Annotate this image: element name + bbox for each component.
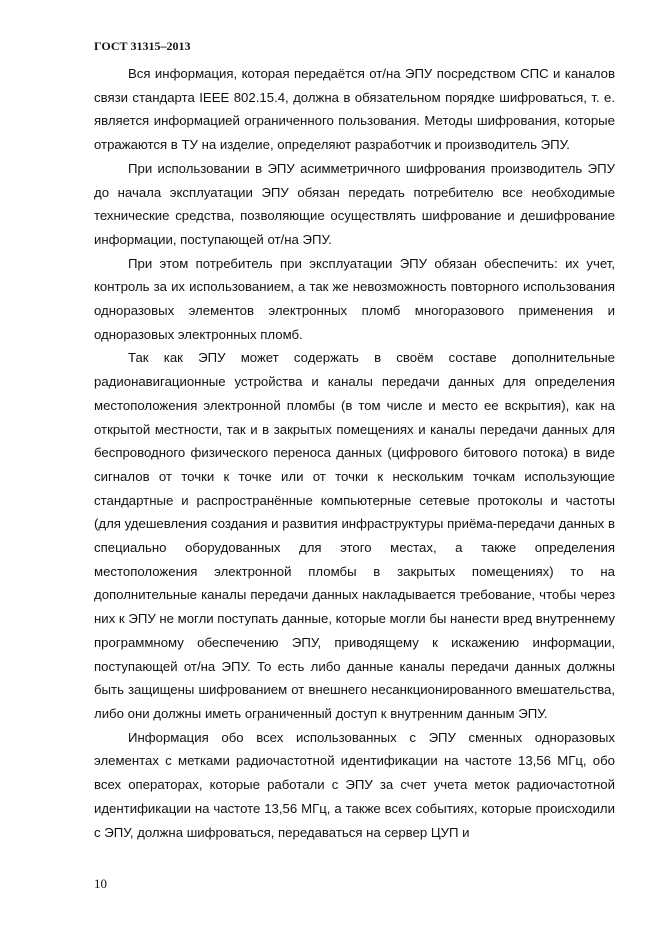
paragraph-encryption-requirement: Вся информация, которая передаётся от/на ЭПУ посредством СПС и каналов связи стандарта IEEE 802.15.4, должна в обязательном порядке шифроваться, т. е. является информацией ограниченного пользования. Методы шифрования, которые отражаются в ТУ на изделие, определяют разработчик и производитель ЭПУ. (94, 66, 615, 153)
paragraph-event-information: Информация обо всех использованных с ЭПУ сменных одноразовых элементах с метками радиочастотной идентификации на частоте 13,56 МГц, обо всех операторах, которые работали с ЭПУ за счет учета меток радиочастотной идентификации на частоте 13,56 МГц, а также всех событиях, которые происходили с ЭПУ, должна шифроваться, передаваться на сервер ЦУП и (94, 729, 615, 840)
document-body (94, 62, 615, 844)
paragraph-consumer-obligations: При этом потребитель при эксплуатации ЭПУ обязан обеспечить: их учет, контроль за их использованием, а так же невозможность повторного использования одноразовых элементов электронных пломб многоразового применения и одноразовых электронных пломб. (94, 255, 615, 342)
paragraph-additional-channels: Так как ЭПУ может содержать в своём составе дополнительные радионавигационные устройства и каналы передачи данных для определения местоположения электронной пломбы (в том числе и место ее вскрытия), как на открытой местности, так и в закрытых помещениях и каналы передачи данных для беспроводного физического переноса данных (цифрового битового потока) в виде сигналов от точки к точке или от точки к нескольким точкам использующие стандартные и распространённые компьютерные сетевые протоколы и частоты (для удешевления создания и развития инфраструктуры приёма-передачи данных в специально оборудованных для этого местах, а также определения местоположения электронной пломбы в закрытых помещениях) то на дополнительные каналы передачи данных накладывается требование, чтобы через них к ЭПУ не могли поступать данные, которые могли бы нанести вред внутреннему программному обеспечению ЭПУ, приводящему к искажению информации, поступающей от/на ЭПУ. То есть либо данные каналы передачи данных должны быть защищены шифрованием от внешнего несанкционированного вмешательства, либо они должны иметь ограниченный доступ к внутренним данным ЭПУ. (94, 350, 615, 721)
page-number: 10 (94, 876, 107, 891)
paragraph-asymmetric-encryption: При использовании в ЭПУ асимметричного шифрования производитель ЭПУ до начала эксплуатации ЭПУ обязан передать потребителю все необходимые технические средства, позволяющие осуществлять шифрование и дешифрование информации, поступающей от/на ЭПУ. (94, 160, 615, 247)
document-header: ГОСТ 31315–2013 (94, 39, 191, 53)
